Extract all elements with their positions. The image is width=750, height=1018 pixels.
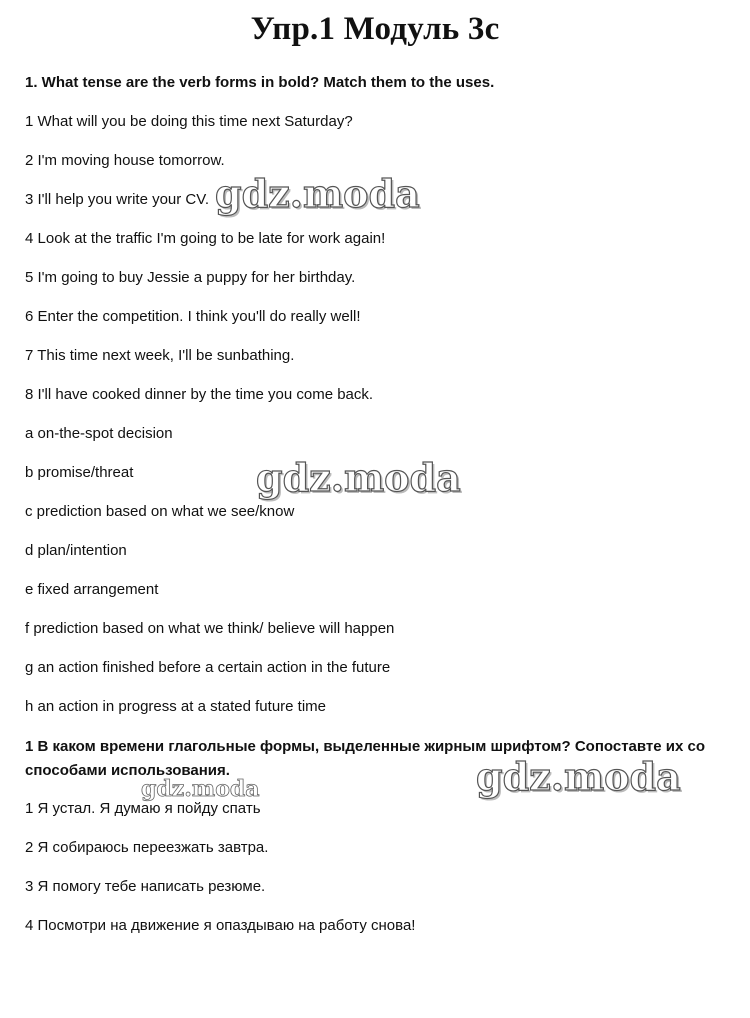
sentence-1: 1 What will you be doing this time next Saturday? [25,113,353,130]
ru-sentence-4: 4 Посмотри на движение я опаздываю на работу снова! [25,917,416,934]
use-e: e fixed arrangement [25,581,159,598]
use-b: b promise/threat [25,464,134,481]
use-g: g an action finished before a certain action in the future [25,659,391,676]
use-a: a on-the-spot decision [25,425,173,442]
use-h: h an action in progress at a stated future time [25,698,327,715]
watermark: gdz.moda [476,754,681,799]
use-f: f prediction based on what we think/ believe will happen [25,620,395,637]
sentence-2: 2 I'm moving house tomorrow. [25,152,225,169]
watermark: gdz.moda [215,171,420,216]
ru-sentence-1: 1 Я устал. Я думаю я пойду спать [25,800,261,817]
sentence-5: 5 I'm going to buy Jessie a puppy for her birthday. [25,269,356,286]
watermark: gdz.moda [141,776,260,802]
sentence-8: 8 I'll have cooked dinner by the time you come back. [25,386,374,403]
ru-sentence-2: 2 Я собираюсь переезжать завтра. [25,839,269,856]
ru-sentence-3: 3 Я помогу тебе написать резюме. [25,878,266,895]
sentence-4: 4 Look at the traffic I'm going to be late for work again! [25,230,386,247]
sentence-7: 7 This time next week, I'll be sunbathing. [25,347,295,364]
use-d: d plan/intention [25,542,127,559]
sentence-6: 6 Enter the competition. I think you'll do really well! [25,308,361,325]
use-c: c prediction based on what we see/know [25,503,295,520]
page-title: Упр.1 Модуль 3с [250,11,500,47]
watermark: gdz.moda [256,455,461,500]
task-heading-ru: 1 В каком времени глагольные формы, выделенные жирным шрифтом? Сопоставте их со способами использования. [25,738,706,779]
sentence-3: 3 I'll help you write your CV. [25,191,210,208]
task-heading-en: 1. What tense are the verb forms in bold? Match them to the uses. [25,74,495,91]
